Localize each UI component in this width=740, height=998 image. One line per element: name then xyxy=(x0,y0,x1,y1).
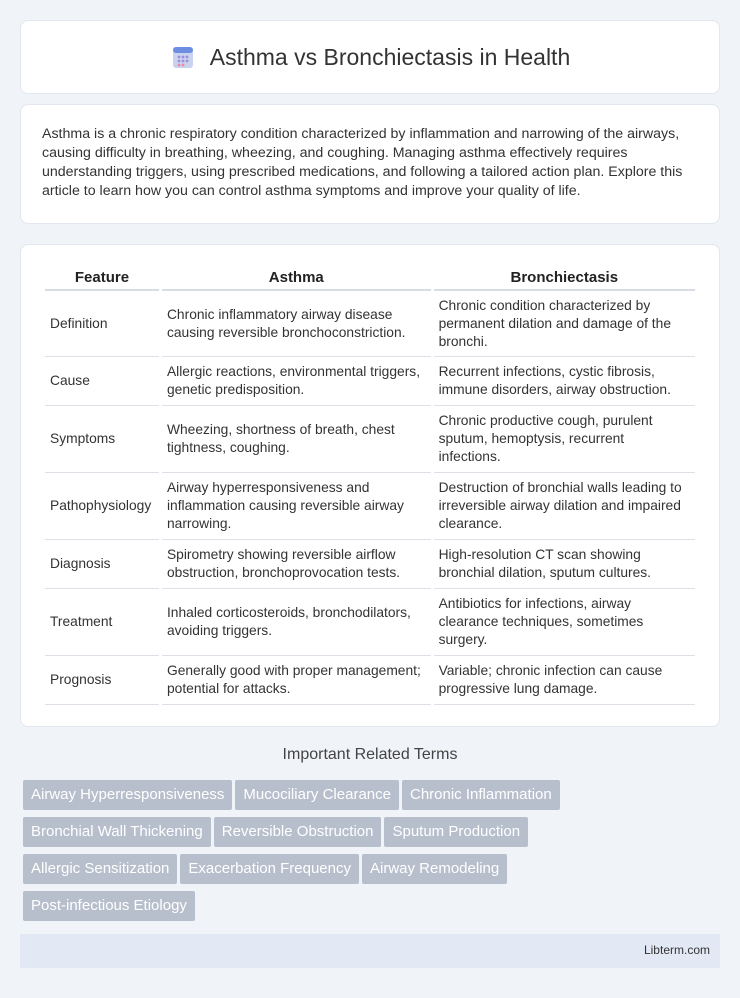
column-header: Bronchiectasis xyxy=(434,265,695,291)
term-tag[interactable]: Chronic Inflammation xyxy=(402,780,560,810)
asthma-cell: Airway hyperresponsiveness and inflammation causing reversible airway narrowing. xyxy=(162,473,431,540)
bronchiectasis-cell: Recurrent infections, cystic fibrosis, immune disorders, airway obstruction. xyxy=(434,357,695,406)
term-tag[interactable]: Mucociliary Clearance xyxy=(235,780,399,810)
footer xyxy=(20,934,720,968)
feature-cell: Definition xyxy=(45,291,159,357)
bronchiectasis-cell: Chronic productive cough, purulent sputum, hemoptysis, recurrent infections. xyxy=(434,406,695,473)
asthma-cell: Inhaled corticosteroids, bronchodilators, avoiding triggers. xyxy=(162,589,431,656)
column-header: Asthma xyxy=(162,265,431,291)
table-header-row xyxy=(45,265,695,291)
term-tag[interactable]: Reversible Obstruction xyxy=(214,817,382,847)
bronchiectasis-cell: Antibiotics for infections, airway clearance techniques, sometimes surgery. xyxy=(434,589,695,656)
related-terms-title: Important Related Terms xyxy=(282,746,458,763)
bronchiectasis-cell: Chronic condition characterized by permanent dilation and damage of the bronchi. xyxy=(434,291,695,357)
term-tag[interactable]: Sputum Production xyxy=(384,817,528,847)
term-tag[interactable]: Exacerbation Frequency xyxy=(180,854,359,884)
table-row xyxy=(45,656,695,705)
intro-text: Asthma is a chronic respiratory condition characterized by inflammation and narrowing of the airways, causing difficulty in breathing, wheezing, and coughing. Managing asthma effectively requires understanding triggers, using prescribed medications, and following a tailored action plan. Explore this article to learn how you can control asthma symptoms and improve your quality of life. xyxy=(42,126,683,199)
intro-card xyxy=(20,104,720,224)
page-title: Asthma vs Bronchiectasis in Health xyxy=(209,43,571,70)
term-tag[interactable]: Airway Remodeling xyxy=(362,854,507,884)
comparison-table xyxy=(42,265,698,705)
term-tag[interactable]: Bronchial Wall Thickening xyxy=(23,817,211,847)
feature-cell: Diagnosis xyxy=(45,540,159,589)
header-card xyxy=(20,20,720,94)
table-row xyxy=(45,291,695,357)
asthma-cell: Chronic inflammatory airway disease causing reversible bronchoconstriction. xyxy=(162,291,431,357)
footer-link[interactable]: Libterm.com xyxy=(643,943,710,957)
term-tag[interactable]: Allergic Sensitization xyxy=(23,854,177,884)
table-row xyxy=(45,473,695,540)
asthma-cell: Allergic reactions, environmental triggers, genetic predisposition. xyxy=(162,357,431,406)
term-tag[interactable]: Post-infectious Etiology xyxy=(23,891,195,921)
feature-cell: Prognosis xyxy=(45,656,159,705)
asthma-cell: Spirometry showing reversible airflow obstruction, bronchoprovocation tests. xyxy=(162,540,431,589)
bronchiectasis-cell: High-resolution CT scan showing bronchial dilation, sputum cultures. xyxy=(434,540,695,589)
bronchiectasis-cell: Destruction of bronchial walls leading to irreversible airway dilation and impaired clearance. xyxy=(434,473,695,540)
feature-cell: Symptoms xyxy=(45,406,159,473)
table-row xyxy=(45,406,695,473)
related-terms-list xyxy=(23,780,723,928)
feature-cell: Pathophysiology xyxy=(45,473,159,540)
bronchiectasis-cell: Variable; chronic infection can cause progressive lung damage. xyxy=(434,656,695,705)
term-tag[interactable]: Airway Hyperresponsiveness xyxy=(23,780,232,810)
table-row xyxy=(45,540,695,589)
feature-cell: Treatment xyxy=(45,589,159,656)
table-row xyxy=(45,589,695,656)
column-header: Feature xyxy=(45,265,159,291)
table-row xyxy=(45,357,695,406)
asthma-cell: Generally good with proper management; potential for attacks. xyxy=(162,656,431,705)
comparison-card xyxy=(20,244,720,727)
clipboard-icon xyxy=(170,44,196,70)
asthma-cell: Wheezing, shortness of breath, chest tightness, coughing. xyxy=(162,406,431,473)
feature-cell: Cause xyxy=(45,357,159,406)
